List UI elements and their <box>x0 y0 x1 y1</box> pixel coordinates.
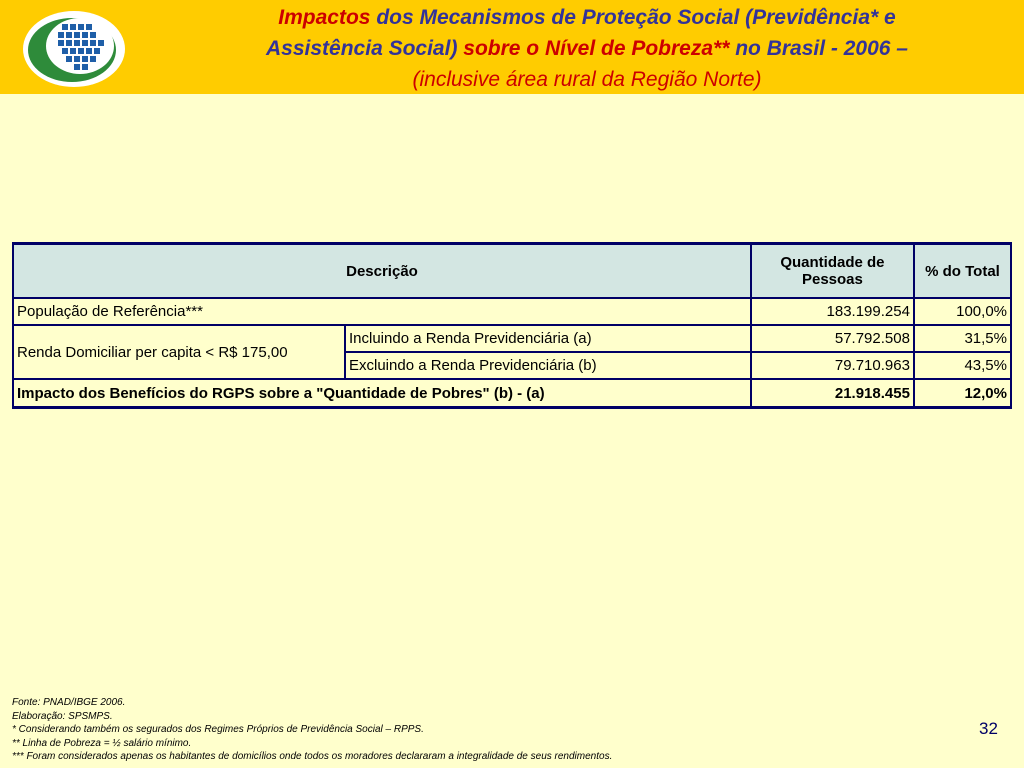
table-row-incluindo <box>13 325 1011 352</box>
footnote-elaboracao: Elaboração: SPSMPS. <box>12 710 113 722</box>
page-title <box>150 2 1024 95</box>
footnotes <box>12 696 612 764</box>
header-quantidade: Quantidade de Pessoas <box>751 244 914 299</box>
footnote-fonte: Fonte: PNAD/IBGE 2006. <box>12 697 126 708</box>
cell-populacao-qty: 183.199.254 <box>751 298 914 325</box>
table-row-impacto <box>13 379 1011 408</box>
header-percentual: % do Total <box>914 244 1011 299</box>
title-assistencia: Assistência Social) <box>266 37 464 60</box>
title-brasil: no Brasil - 2006 – <box>729 37 908 60</box>
title-sobre: sobre o Nível de Pobreza** <box>463 37 730 60</box>
footnote-habitantes: *** Foram considerados apenas os habitantes de domicílios onde todos os moradores declararam a integralidade de seus rendimentos. <box>12 751 613 763</box>
cell-incluindo-pct: 31,5% <box>914 325 1011 352</box>
cell-impacto-label: Impacto dos Benefícios do RGPS sobre a "Quantidade de Pobres" (b) - (a) <box>13 379 751 408</box>
title-bar <box>0 0 1024 94</box>
title-mecanismos: dos Mecanismos de Proteção Social (Previdência* e <box>370 6 896 29</box>
title-impactos: Impactos <box>278 6 371 29</box>
cell-incluindo-qty: 57.792.508 <box>751 325 914 352</box>
footnote-rpps: * Considerando também os segurados dos Regimes Próprios de Previdência Social – RPPS. <box>12 724 424 736</box>
page-number: 32 <box>979 719 998 738</box>
cell-excluindo-label: Excluindo a Renda Previdenciária (b) <box>345 352 751 379</box>
footnote-linha-pobreza: ** Linha de Pobreza = ½ salário mínimo. <box>12 737 192 749</box>
cell-renda-label: Renda Domiciliar per capita < R$ 175,00 <box>13 325 345 379</box>
cell-impacto-qty: 21.918.455 <box>751 379 914 408</box>
table-header-row <box>13 244 1011 299</box>
cell-populacao-label: População de Referência*** <box>13 298 751 325</box>
ministry-logo-icon <box>22 10 126 88</box>
cell-impacto-pct: 12,0% <box>914 379 1011 408</box>
cell-excluindo-qty: 79.710.963 <box>751 352 914 379</box>
cell-excluindo-pct: 43,5% <box>914 352 1011 379</box>
poverty-impact-table <box>12 242 1012 409</box>
title-subtitle: (inclusive área rural da Região Norte) <box>412 68 762 91</box>
header-descricao: Descrição <box>13 244 751 299</box>
cell-incluindo-label: Incluindo a Renda Previdenciária (a) <box>345 325 751 352</box>
cell-populacao-pct: 100,0% <box>914 298 1011 325</box>
table-row-populacao <box>13 298 1011 325</box>
